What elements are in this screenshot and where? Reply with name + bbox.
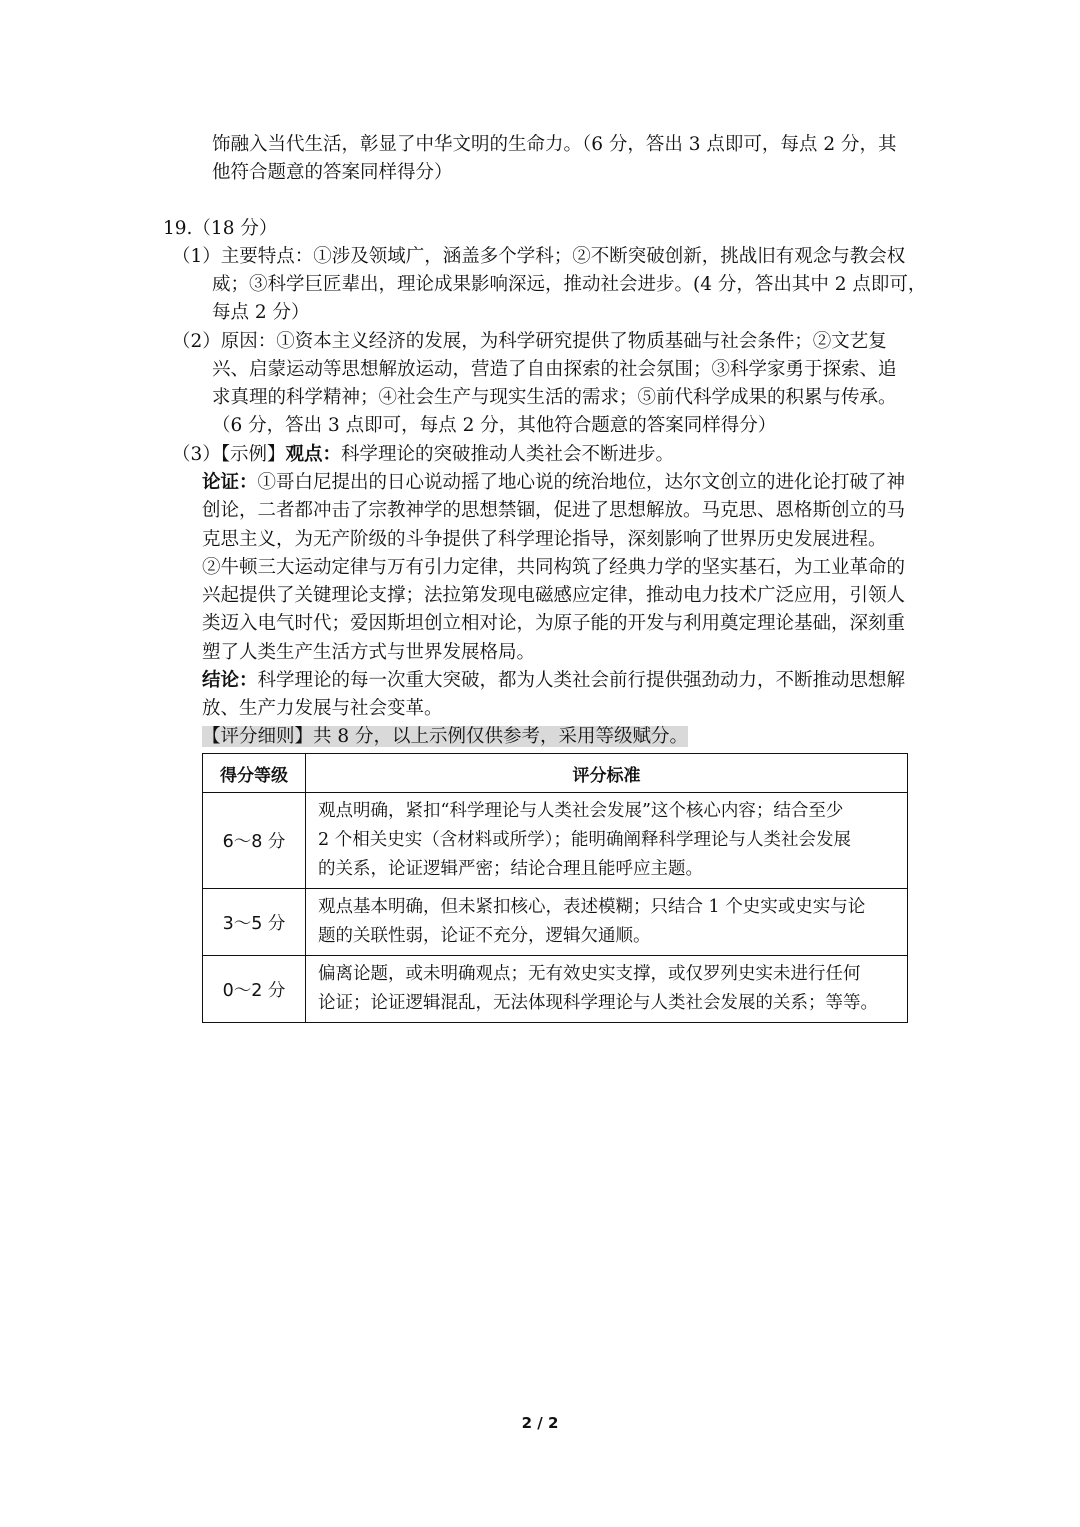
criteria-line: 偏离论题，或未明确观点；无有效史实支撑，或仅罗列史实未进行任何	[318, 964, 861, 984]
q19-part1-line-1: （1）主要特点：①涉及领域广，涵盖多个学科；②不断突破创新，挑战旧有观念与教会权	[172, 246, 906, 267]
example-prefix: （3）【示例】	[172, 444, 286, 465]
argument-line-4: ②牛顿三大运动定律与万有引力定律，共同构筑了经典力学的坚实基石，为工业革命的	[202, 557, 906, 578]
argument-text-1: ①哥白尼提出的日心说动摇了地心说的统治地位，达尔文创立的进化论打破了神	[257, 472, 906, 493]
argument-label: 论证：	[202, 472, 258, 493]
q19-part2-line-4: （6 分，答出 3 点即可，每点 2 分，其他符合题意的答案同样得分）	[212, 415, 777, 436]
header-level: 得分等级	[203, 754, 306, 793]
level-cell: 0～2 分	[203, 956, 306, 1023]
criteria-line: 论证；论证逻辑混乱，无法体现科学理论与人类社会发展的关系；等等。	[318, 993, 878, 1013]
conclusion-line-1	[202, 667, 905, 695]
rubric-note-wrap	[202, 723, 688, 751]
criteria-line: 观点基本明确，但未紧扣核心，表述模糊；只结合 1 个史实或史实与论	[318, 897, 866, 917]
grading-table	[202, 753, 908, 1023]
criteria-cell	[306, 956, 908, 1023]
q19-part3-viewpoint	[172, 441, 674, 469]
criteria-cell	[306, 793, 908, 889]
viewpoint-text: 科学理论的突破推动人类社会不断进步。	[341, 444, 675, 465]
argument-line-6: 类迈入电气时代；爱因斯坦创立相对论，为原子能的开发与利用奠定理论基础，深刻重	[202, 613, 906, 634]
q19-part2-line-2: 兴、启蒙运动等思想解放运动，营造了自由探索的社会氛围；③科学家勇于探索、追	[212, 359, 897, 380]
argument-line-2: 创论，二者都冲击了宗教神学的思想禁锢，促进了思想解放。马克思、恩格斯创立的马	[202, 500, 906, 521]
argument-line-7: 塑了人类生产生活方式与世界发展格局。	[202, 642, 536, 663]
q19-heading: 19.（18 分）	[163, 218, 278, 239]
viewpoint-label: 观点：	[285, 444, 342, 465]
q19-part1-line-3: 每点 2 分）	[212, 302, 310, 323]
conclusion-line-2: 放、生产力发展与社会变革。	[202, 698, 443, 719]
q18-tail-line-2: 他符合题意的答案同样得分）	[212, 162, 453, 183]
argument-line-5: 兴起提供了关键理论支撑；法拉第发现电磁感应定律，推动电力技术广泛应用，引领人	[202, 585, 906, 606]
argument-line-3: 克思主义，为无产阶级的斗争提供了科学理论指导，深刻影响了世界历史发展进程。	[202, 529, 887, 550]
criteria-line: 观点明确，紧扣“科学理论与人类社会发展”这个核心内容；结合至少	[318, 801, 844, 821]
rubric-note: 【评分细则】共 8 分，以上示例仅供参考，采用等级赋分。	[202, 726, 689, 747]
criteria-line: 的关系，论证逻辑严密；结论合理且能呼应主题。	[318, 859, 703, 879]
q19-part1-line-2: 威；③科学巨匠辈出，理论成果影响深远，推动社会进步。(4 分，答出其中 2 点即可，	[212, 274, 927, 295]
criteria-line: 题的关联性弱，论证不充分，逻辑欠通顺。	[318, 926, 651, 946]
criteria-cell	[306, 889, 908, 956]
level-cell: 6～8 分	[203, 793, 306, 889]
table-row	[203, 956, 908, 1023]
header-criteria: 评分标准	[306, 754, 908, 793]
conclusion-text-1: 科学理论的每一次重大突破，都为人类社会前行提供强劲动力，不断推动思想解	[257, 670, 906, 691]
level-cell: 3～5 分	[203, 889, 306, 956]
table-header-row	[203, 754, 908, 793]
table-row	[203, 889, 908, 956]
criteria-line: 2 个相关史实（含材料或所学）；能明确阐释科学理论与人类社会发展	[318, 830, 851, 850]
page-number: 2 / 2	[521, 1414, 559, 1432]
q19-part2-line-1: （2）原因：①资本主义经济的发展，为科学研究提供了物质基础与社会条件；②文艺复	[172, 331, 887, 352]
q19-part2-line-3: 求真理的科学精神；④社会生产与现实生活的需求；⑤前代科学成果的积累与传承。	[212, 387, 897, 408]
conclusion-label: 结论：	[202, 670, 258, 691]
table-row	[203, 793, 908, 889]
q18-tail-line-1: 饰融入当代生活，彰显了中华文明的生命力。（6 分，答出 3 点即可，每点 2 分，其	[212, 134, 897, 155]
argument-line-1	[202, 469, 905, 497]
